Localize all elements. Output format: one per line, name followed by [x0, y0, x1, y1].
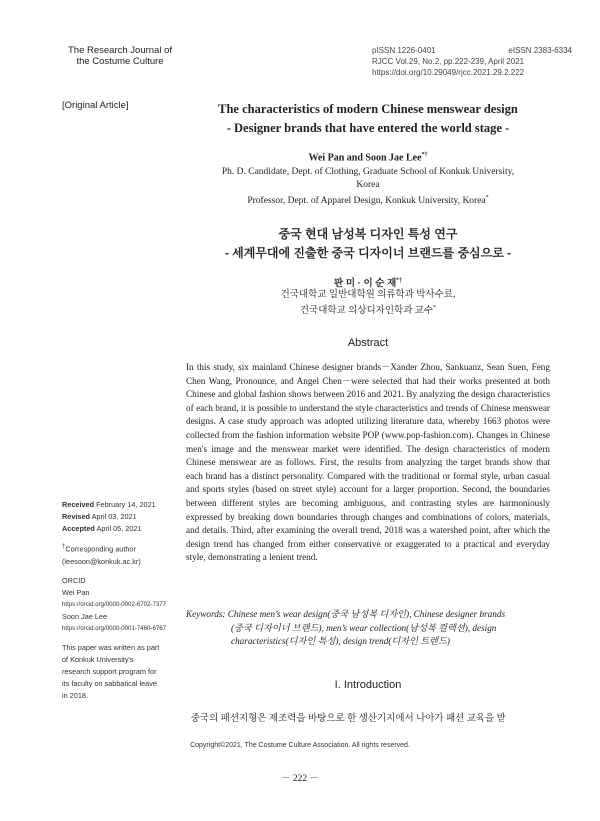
corr-label: Corresponding author	[65, 544, 136, 554]
orcid1-url[interactable]: https://orcid.org/0000-0002-6702-7377	[62, 601, 167, 608]
abstract-heading: Abstract	[347, 337, 389, 349]
keywords	[186, 608, 550, 649]
keywords-line3: characteristics(디자인 특성), design trend(디자인 트렌드)	[231, 636, 450, 647]
pissn: pISSN 1226-0401	[372, 46, 436, 55]
orcid-label: ORCID	[62, 576, 86, 586]
affil-en-line3: Professor, Dept. of Apparel Design, Konkuk University, Korea	[247, 196, 486, 207]
funding-line4: its faculty on sabbatical leave	[62, 678, 157, 688]
copyright: Copyright©2021, The Costume Culture Association. All rights reserved.	[190, 742, 410, 749]
revised-date: April 03, 2021	[91, 511, 137, 521]
intro-heading: I. Introduction	[334, 679, 402, 691]
affil-ko-line2: 건국대학교 의상디자인학과 교수	[299, 306, 434, 317]
authors-en-text: Wei Pan and Soon Jae Lee	[308, 152, 422, 164]
funding-note	[62, 642, 174, 701]
affil-en-mark: *	[485, 195, 489, 201]
title-en	[186, 100, 550, 138]
authors-en	[186, 152, 550, 163]
affil-ko-mark: *	[433, 305, 437, 311]
keywords-line1: Chinese men’s wear design(중국 남성복 디자인), Chinese designer brands	[227, 609, 506, 619]
received-label: Received	[62, 500, 95, 509]
affil-en-line2: Korea	[356, 180, 380, 190]
accepted-date: April 05, 2021	[96, 523, 142, 533]
dates-group	[62, 499, 174, 534]
article-type: [Original Article]	[62, 100, 129, 111]
orcid2-url[interactable]: https://orcid.org/0000-0001-7460-6767	[62, 624, 167, 632]
journal-name	[40, 45, 200, 67]
citation: RJCC Vol.29, No.2, pp.222-239, April 2021	[372, 57, 525, 66]
affiliations-en	[186, 166, 550, 208]
journal-name-line2: the Costume Culture	[76, 56, 164, 67]
eissn: eISSN 2383-6334	[508, 46, 572, 55]
corr-email[interactable]: (leesoon@konkuk.ac.kr)	[62, 556, 141, 566]
title-ko	[186, 225, 550, 263]
corr-mark: †	[62, 544, 66, 551]
article-info-sidebar	[62, 499, 174, 709]
abstract-body: In this study, six mainland Chinese designer brands－Xander Zhou, Sankuanz, Sean Suen, Feng Chen Wang, Pronounce, and Angel Chen－were selected that had their works presented at both Chinese and global fashion shows between 2016 and 2021. By analyzing the design characteristics of each brand, it is possible to understand the style characteristics and trends of Chinese menswear designs. A case study approach was adopted utilizing literature data, whereby 1663 photos were collected from the fashion information website POP (www.pop-fashion.com). Changes in Chinese men's image and the menswear market were identified. The design characteristics of modern Chinese menswear are as follows. First, the results from analyzing the target brands show that each brand has a distinct personality. Compared with the traditional or formal style, urban casual and sports styles (based on street style) account for a larger proportion. Second, the boundaries between different styles are becoming ambiguous, and contrasting styles are harmoniously expressed by breaking down boundaries through changes and combinations of colors, materials, and details. Third, after examining the overall trend, 2018 was a watershed point, after which the design trend has changed from either conservative or exaggerated to a practical and everyday style, demonstrating a lenient trend.	[186, 362, 550, 563]
affil-en-line1: Ph. D. Candidate, Dept. of Clothing, Graduate School of Konkuk University,	[221, 167, 515, 177]
corresponding-group	[62, 542, 174, 567]
authors-ko	[186, 275, 550, 289]
revised-label: Revised	[62, 511, 90, 521]
authors-en-mark: *†	[421, 152, 428, 158]
title-ko-line1: 중국 현대 남성복 디자인 특성 연구	[278, 227, 458, 241]
received-date: February 14, 2021	[96, 500, 156, 509]
accepted-label: Accepted	[62, 523, 95, 533]
title-ko-line2: - 세계무대에 진출한 중국 디자이너 브랜드를 중심으로 -	[224, 246, 512, 260]
title-en-line1: The characteristics of modern Chinese menswear design	[218, 102, 518, 116]
journal-name-line1: The Research Journal of	[67, 45, 173, 56]
affiliations-ko	[186, 289, 550, 318]
title-en-line2: - Designer brands that have entered the world stage -	[226, 121, 510, 135]
orcid2-name: Soon Jae Lee	[62, 611, 108, 621]
page-number: － 222 －	[280, 774, 319, 784]
issn-block	[372, 45, 572, 78]
authors-ko-text: 판 미 · 이 순 재	[334, 278, 397, 289]
funding-line1: This paper was written as part	[62, 643, 160, 653]
keywords-label: Keywords:	[186, 609, 226, 619]
funding-line3: research support program for	[62, 666, 157, 676]
intro-first-line	[186, 710, 550, 724]
funding-line2: of Konkuk University's	[62, 655, 134, 665]
authors-ko-mark: *†	[396, 277, 402, 284]
affil-ko-line1: 건국대학교 일반대학원 의류학과 박사수료,	[280, 290, 456, 300]
intro-text: 중국의 패션지형은 제조력을 바탕으로 한 생산기지에서 나아가 패션 교육을 받	[190, 714, 506, 724]
keywords-line2: (중국 디자이너 브랜드), men’s wear collection(남성복 컬렉션), design	[231, 622, 497, 633]
orcid1-name: Wei Pan	[62, 588, 90, 598]
orcid-group	[62, 575, 174, 634]
funding-line5: in 2018.	[62, 690, 88, 700]
doi-link[interactable]: https://doi.org/10.29049/rjcc.2021.29.2.222	[372, 68, 525, 77]
